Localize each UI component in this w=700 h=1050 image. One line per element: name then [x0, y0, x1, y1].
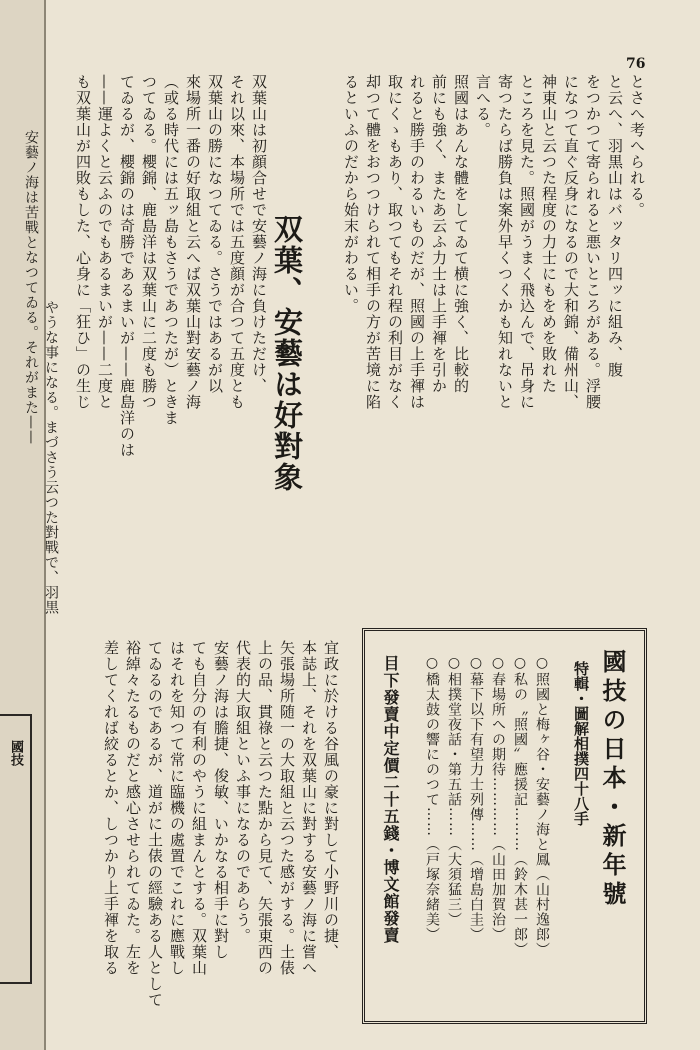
- bottom-col-6: ても自分の有利のやうに組まんとする。双葉山: [190, 640, 208, 976]
- heading-col-1: それ以來、本場所では五度顔が合つて五度とも: [228, 74, 246, 410]
- ad-item-1: ○照國と梅ヶ谷・安藝ノ海と鳳（山村逸郎）: [534, 655, 550, 957]
- bottom-col-3: 上の品、貫祿と云つた點から見て、矢張東西の: [256, 640, 274, 976]
- bottom-col-9: 裕綽々たるものだと感心させられてゐた。左を: [124, 640, 142, 976]
- bottom-col-5: 安藝ノ海は膽捷、俊敏、いかなる相手に對し: [212, 640, 230, 960]
- ad-item-6: ○橋太鼓の響にのつて……（戸塚奈緒美）: [424, 655, 440, 942]
- left-boxed-text: 國技: [8, 740, 23, 766]
- top-col-11: 取にくゝもあり、取つてもそれ程の利目がなく: [386, 74, 404, 410]
- top-col-10: れると勝手のわるいものだが、照國の上手褌は: [408, 74, 426, 410]
- page-number: 76: [626, 56, 646, 72]
- bottom-col-10: 差してくれば絞るとか、しつかり上手褌を取る: [102, 640, 120, 976]
- top-col-0: とさへ考へられる。: [628, 74, 646, 218]
- heading-col-4: （或る時代には五ッ島もさうであつたが）ときま: [162, 74, 180, 426]
- top-col-13: るといふのだから始末がわるい。: [342, 74, 360, 314]
- bottom-col-4: 代表的大取組といふ事になるのであらう。: [234, 640, 252, 944]
- bottom-col-8: てゐるのであるが、道がに土俵の經驗ある人として: [146, 640, 164, 1008]
- ad-item-4: ○幕下以下有望力士列傳……（增島白圭）: [468, 655, 484, 942]
- top-col-12: 却つて體をおつつけられて相手の方が苦境に陷: [364, 74, 382, 410]
- bottom-col-1: 本誌上、それを双葉山に對する安藝ノ海に嘗へ: [300, 640, 318, 976]
- ad-special-feature: 特輯・圖解相撲四十八手: [572, 661, 590, 826]
- ad-title: 國技の日本・新年號: [598, 649, 627, 910]
- ad-item-3: ○春場所への期待…………（山田加賀治）: [490, 655, 506, 942]
- top-col-5: ところを見た。照國がうまく飛込んで、吊身に: [518, 74, 536, 410]
- top-col-7: 言へる。: [474, 74, 492, 138]
- bottom-col-2: 矢張場所随一の大取組と云つた感がする。土俵: [278, 640, 296, 976]
- ad-price: 目下發賣中定價二十五錢・博文館發賣: [381, 655, 400, 944]
- heading-col-6: てゐるが、櫻錦のは奇勝であるまいが——鹿島洋のは: [118, 74, 136, 458]
- ad-item-5: ○相撲堂夜話・第五話……（大須猛三）: [446, 655, 462, 927]
- heading-col-5: つてゐる。櫻錦、鹿島洋は双葉山に二度も勝つ: [140, 74, 158, 410]
- top-col-2: をつかつて寄られると悪いところがある。浮腰: [584, 74, 602, 410]
- top-col-6: 寄つたらば勝負は案外早くつくかも知れないと: [496, 74, 514, 410]
- bottom-col-0: 宜政に於ける谷風の豪に對して小野川の捷、: [322, 640, 340, 960]
- top-col-1: と云へ、羽黒山はバッタリ四ッに組み、腹: [606, 74, 624, 378]
- section-heading: 双葉、安藝は好對象: [270, 214, 304, 493]
- top-col-9: 前にも強く、またあ云ふ力士は上手褌を引か: [430, 74, 448, 394]
- heading-col-3: 來場所一番の好取組と云へば双葉山對安藝ノ海: [184, 74, 202, 410]
- ad-item-2: ○私の〝照國〟應援記………（鈴木甚一郎）: [512, 655, 528, 957]
- left-strip-column-2: やうな事になる。まづさう云つた對戰で、羽黒: [43, 300, 59, 615]
- heading-col-0: 双葉山は初顔合せで安藝ノ海に負けただけ、: [250, 74, 268, 394]
- bottom-col-7: はそれを知つて常に臨機の處置でこれに應戰し: [168, 640, 186, 976]
- top-col-3: になつて直ぐ反身になるので大和錦、備州山、: [562, 74, 580, 410]
- heading-col-8: も双葉山が四敗もした、心身に「狂ひ」の生じ: [74, 74, 92, 410]
- left-strip-column-1: 安藝ノ海は苦戰となつてゐる。それがまた——: [23, 130, 39, 445]
- heading-col-7: ——運よくと云ふのでもあるまいが——二度と: [96, 74, 114, 410]
- top-col-4: 神東山と云つた程度の力士にもをめを敗れた: [540, 74, 558, 394]
- advertisement-box: [362, 628, 647, 1024]
- heading-col-2: 双葉山の勝になつてゐる。さうではあるが以: [206, 74, 224, 394]
- top-col-8: 照國はあんな體をしてゐて横に強く、比較的: [452, 74, 470, 394]
